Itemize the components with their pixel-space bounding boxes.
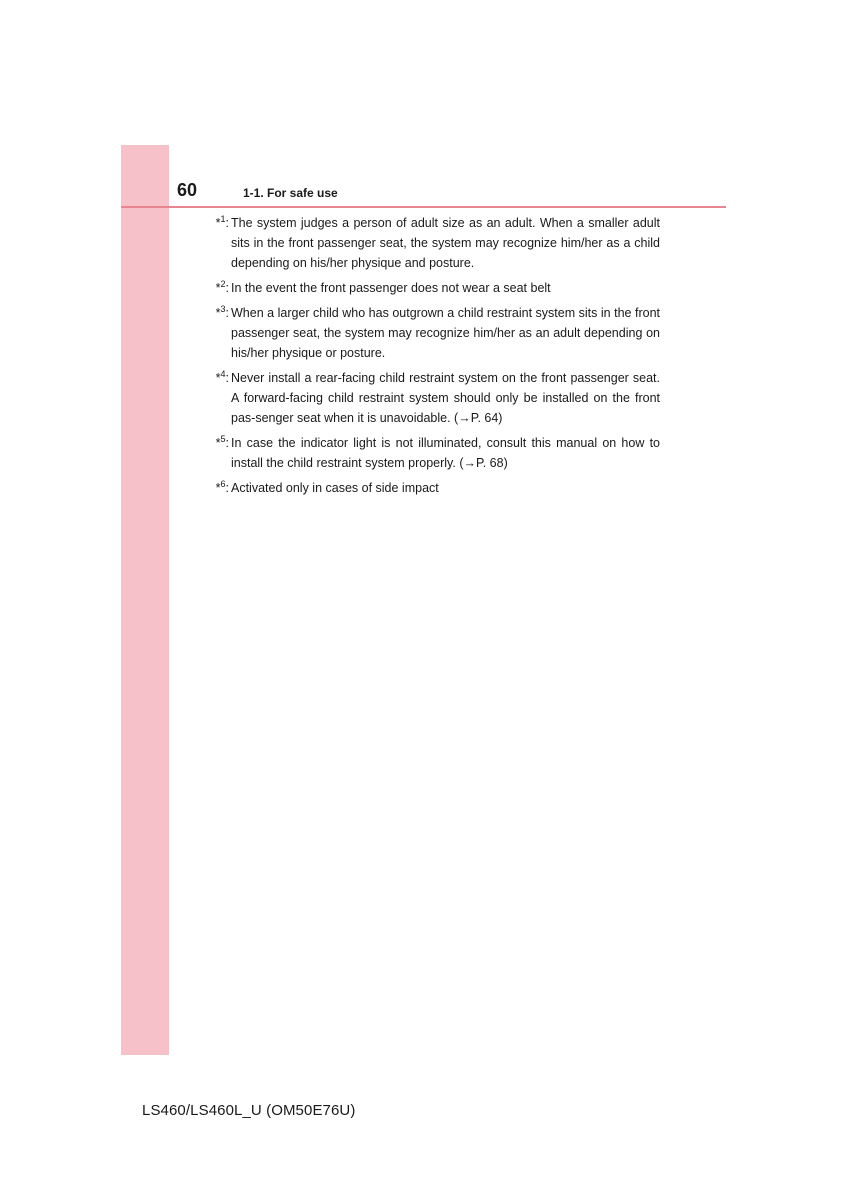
side-tab-band xyxy=(121,145,169,1055)
footnote-item xyxy=(205,303,660,363)
footnote-text: In the event the front passenger does not wear a seat belt xyxy=(231,281,551,295)
page-number: 60 xyxy=(177,180,198,200)
footnote-item xyxy=(205,278,660,298)
footnote-item xyxy=(205,478,660,498)
footnote-marker: *$^2$: xyxy=(215,279,229,295)
footnote-marker: *$^6$: xyxy=(215,479,229,495)
footnote-marker: *$^4$: xyxy=(215,369,229,385)
footnote-list xyxy=(205,213,660,503)
footnote-text: The system judges a person of adult size as an adult. When a smaller adult sits in the front passenger seat, the system may recognize him/her as a child depending on his/her physique and posture. xyxy=(231,216,660,270)
footnote-item xyxy=(205,368,660,428)
header-rule xyxy=(121,206,726,208)
footnote-marker: *$^5$: xyxy=(215,434,229,450)
footnote-text: When a larger child who has outgrown a child restraint system sits in the front passenger seat, the system may recognize him/her as an adult depending on his/her physique or posture. xyxy=(231,306,660,360)
footnote-text: Never install a rear-facing child restraint system on the front passenger seat. A forward-facing child restraint system should only be installed on the front pas-senger seat when it is unavoidable. (→P. 64) xyxy=(231,371,660,425)
footnote-item xyxy=(205,433,660,473)
footnote-item xyxy=(205,213,660,273)
footnote-marker: *$^3$: xyxy=(215,304,229,320)
section-title: 1-1. For safe use xyxy=(243,186,338,200)
footnote-text: In case the indicator light is not illuminated, consult this manual on how to install the child restraint system properly. (→P. 68) xyxy=(231,436,660,470)
footer-model-code: LS460/LS460L_U (OM50E76U) xyxy=(142,1102,356,1119)
footnote-marker: *$^1$: xyxy=(215,214,229,230)
footnote-text: Activated only in cases of side impact xyxy=(231,481,439,495)
